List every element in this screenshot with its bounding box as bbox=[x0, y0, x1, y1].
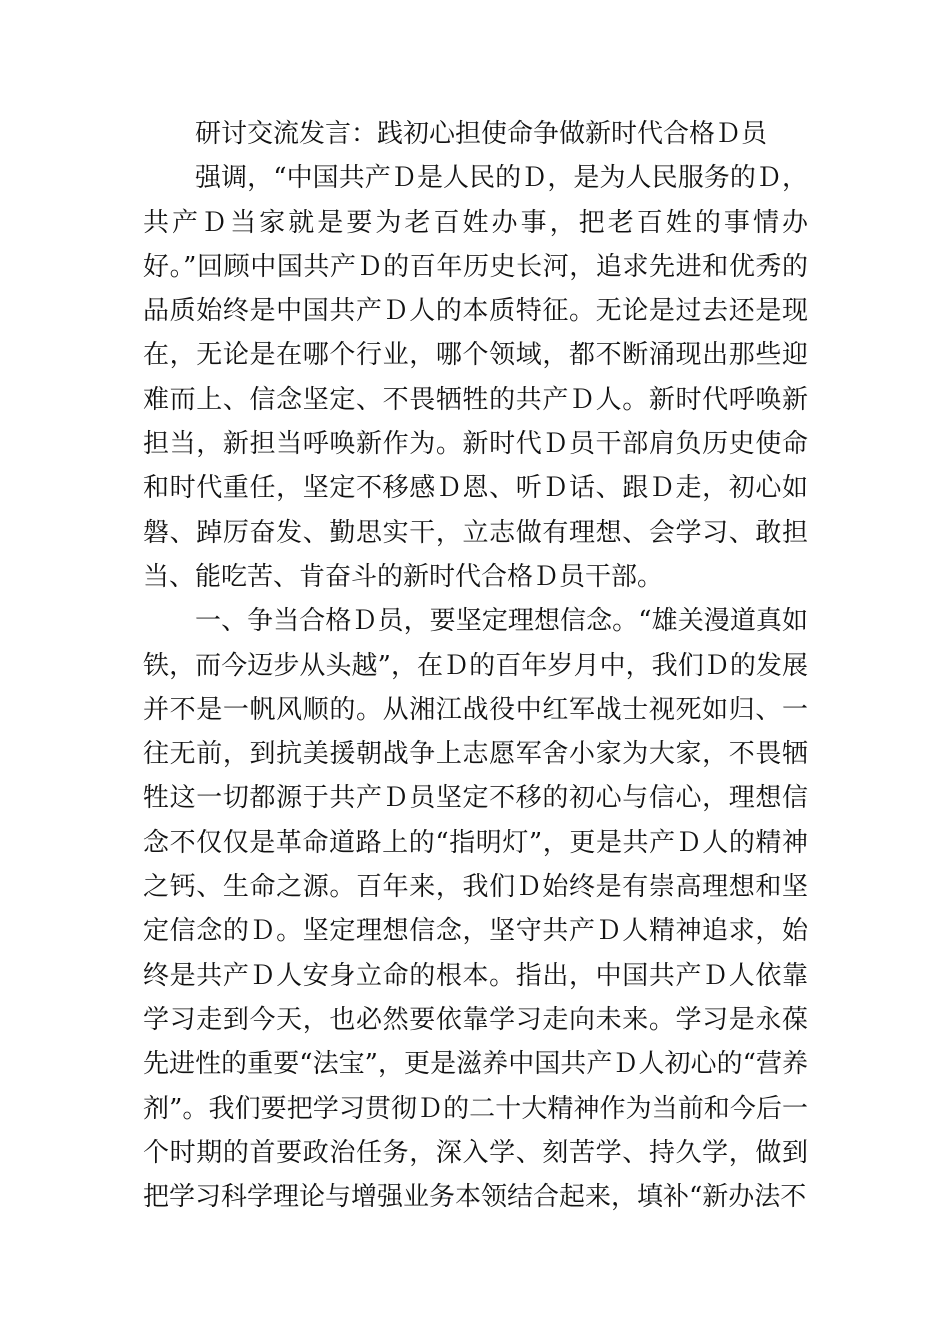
document-body bbox=[143, 112, 808, 1219]
document-title: 研讨交流发言：践初心担使命争做新时代合格Ｄ员 bbox=[195, 119, 768, 149]
paragraph-section-one: 一、争当合格Ｄ员，要坚定理想信念。“雄关漫道真如铁，而今迈步从头越”，在Ｄ的百年岁月中，我们Ｄ的发展并不是一帆风顺的。从湘江战役中红军战士视死如归、一往无前，到抗美援朝战争上志愿军舍小家为大家，不畏牺牲这一切都源于共产Ｄ员坚定不移的初心与信心，理想信念不仅仅是革命道路上的“指明灯”，更是共产Ｄ人的精神之钙、生命之源。百年来，我们Ｄ始终是有崇高理想和坚定信念的Ｄ。坚定理想信念，坚守共产Ｄ人精神追求，始终是共产Ｄ人安身立命的根本。指出，中国共产Ｄ人依靠学习走到今天，也必然要依靠学习走向未来。学习是永葆先进性的重要“法宝”，更是滋养中国共产Ｄ人初心的“营养剂”。我们要把学习贯彻Ｄ的二十大精神作为当前和今后一个时期的首要政治任务，深入学、刻苦学、持久学，做到把学习科学理论与增强业务本领结合起来，填补“新办法不 bbox=[143, 606, 808, 1213]
paragraph-intro: 强调，“中国共产Ｄ是人民的Ｄ，是为人民服务的Ｄ，共产Ｄ当家就是要为老百姓办事，把老百姓的事情办好。”回顾中国共产Ｄ的百年历史长河，追求先进和优秀的品质始终是中国共产Ｄ人的本质特征。无论是过去还是现在，无论是在哪个行业，哪个领域，都不断涌现出那些迎难而上、信念坚定、不畏牺牲的共产Ｄ人。新时代呼唤新担当，新担当呼唤新作为。新时代Ｄ员干部肩负历史使命和时代重任，坚定不移感Ｄ恩、听Ｄ话、跟Ｄ走，初心如磐、踔厉奋发、勤思实干，立志做有理想、会学习、敢担当、能吃苦、肯奋斗的新时代合格Ｄ员干部。 bbox=[143, 163, 808, 592]
